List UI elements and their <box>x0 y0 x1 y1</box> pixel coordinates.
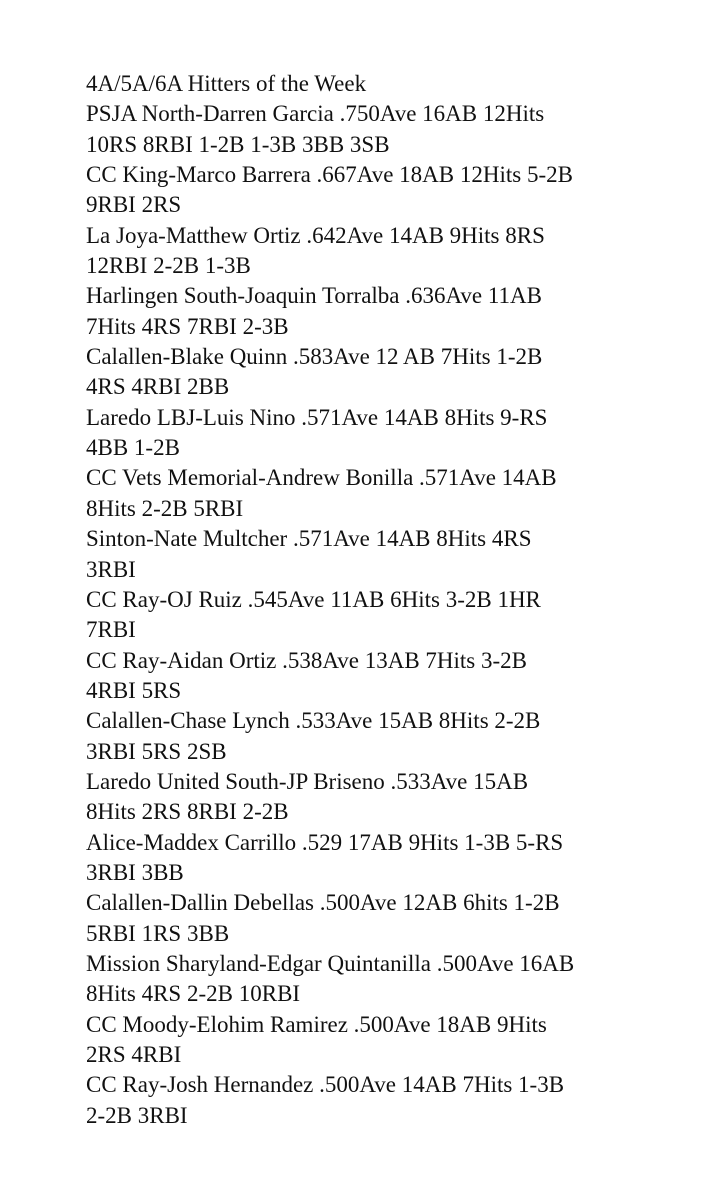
text-line: 4RBI 5RS <box>86 677 182 703</box>
text-line: Calallen-Blake Quinn .583Ave 12 AB 7Hits 1-2B <box>86 344 543 370</box>
text-line: 8Hits 2-2B 5RBI <box>86 495 244 521</box>
text-line: Harlingen South-Joaquin Torralba .636Ave 11AB <box>86 283 542 309</box>
text-line: 7RBI <box>86 617 136 643</box>
text-line: 2-2B 3RBI <box>86 1102 188 1128</box>
text-line: Laredo LBJ-Luis Nino .571Ave 14AB 8Hits 9-RS <box>86 404 548 430</box>
text-line: CC Ray-OJ Ruiz .545Ave 11AB 6Hits 3-2B 1HR <box>86 586 541 612</box>
text-line: 8Hits 4RS 2-2B 10RBI <box>86 981 301 1007</box>
document-title: 4A/5A/6A Hitters of the Week <box>86 71 367 96</box>
text-line: 3RBI 3BB <box>86 859 184 885</box>
hitters-list <box>86 69 696 1131</box>
text-line: Calallen-Chase Lynch .533Ave 15AB 8Hits 2-2B <box>86 708 541 734</box>
text-line: PSJA North-Darren Garcia .750Ave 16AB 12Hits <box>86 101 545 127</box>
text-line: CC Vets Memorial-Andrew Bonilla .571Ave 14AB <box>86 465 557 491</box>
text-line: 2RS 4RBI <box>86 1042 182 1067</box>
text-line: CC Ray-Josh Hernandez .500Ave 14AB 7Hits 1-3B <box>86 1072 565 1098</box>
text-line: 9RBI 2RS <box>86 192 182 218</box>
text-line: 12RBI 2-2B 1-3B <box>86 253 251 279</box>
text-line: 4BB 1-2B <box>86 435 180 461</box>
text-line: 3RBI <box>86 556 136 582</box>
text-line: 3RBI 5RS 2SB <box>86 738 227 764</box>
text-line: Alice-Maddex Carrillo .529 17AB 9Hits 1-3B 5-RS <box>86 829 564 855</box>
text-line: 10RS 8RBI 1-2B 1-3B 3BB 3SB <box>86 131 390 157</box>
text-line: Mission Sharyland-Edgar Quintanilla .500Ave 16AB <box>86 950 575 976</box>
text-line: 4RS 4RBI 2BB <box>86 374 230 400</box>
text-line: CC King-Marco Barrera .667Ave 18AB 12Hits 5-2B <box>86 162 573 188</box>
text-line: CC Moody-Elohim Ramirez .500Ave 18AB 9Hits <box>86 1011 547 1037</box>
text-line: La Joya-Matthew Ortiz .642Ave 14AB 9Hits 8RS <box>86 222 545 248</box>
text-line: 7Hits 4RS 7RBI 2-3B <box>86 313 289 339</box>
text-line: Laredo United South-JP Briseno .533Ave 15AB <box>86 768 529 794</box>
text-line: Sinton-Nate Multcher .571Ave 14AB 8Hits 4RS <box>86 526 532 552</box>
text-line: CC Ray-Aidan Ortiz .538Ave 13AB 7Hits 3-2B <box>86 647 528 673</box>
text-line: 5RBI 1RS 3BB <box>86 920 230 946</box>
text-line: Calallen-Dallin Debellas .500Ave 12AB 6hits 1-2B <box>86 890 560 916</box>
text-line: 8Hits 2RS 8RBI 2-2B <box>86 799 289 825</box>
